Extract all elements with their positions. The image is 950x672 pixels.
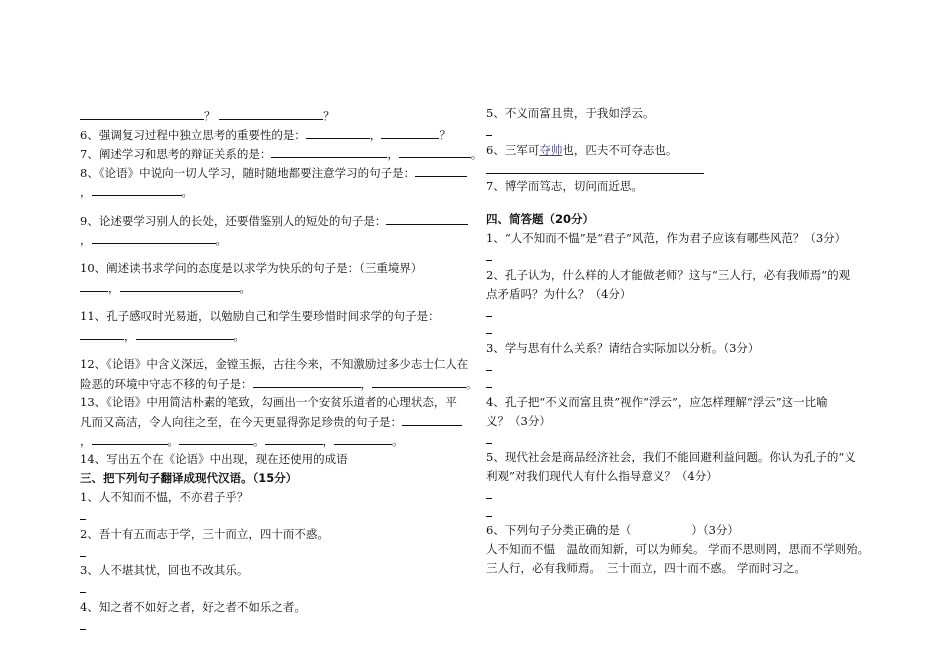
answer-line[interactable] [486, 431, 884, 449]
answer-line[interactable] [80, 544, 472, 562]
translate-1: 1、人不知而不愠，不亦君子乎？ [80, 490, 249, 504]
question-10-cont: ， 。 [80, 278, 472, 297]
short-answer-6: 6、下列句子分类正确的是（ ）（3分） [486, 523, 739, 537]
question-13-line3: ， 。 。 ， 。 [80, 431, 472, 450]
answer-blank[interactable] [80, 326, 124, 340]
answer-blank[interactable] [381, 125, 439, 139]
short-answer-6-opt1: 人不知而不愠 温故而知新，可以为师矣。 学而不思则罔，思而不学则殆。 [486, 542, 870, 556]
answer-blank[interactable] [136, 326, 234, 340]
answer-line[interactable] [486, 123, 884, 141]
answer-line[interactable] [486, 321, 884, 339]
answer-line[interactable] [486, 375, 884, 393]
short-answer-3: 3、学与思有什么关系？请结合实际加以分析。（3分） [486, 340, 760, 355]
answer-blank[interactable] [402, 412, 462, 426]
answer-blank[interactable] [179, 431, 253, 445]
answer-blank[interactable] [372, 374, 466, 388]
short-answer-2-l1: 2、孔子认为，什么样的人才能做老师？这与“三人行，必有我师焉”的观 [486, 267, 851, 282]
question-10: 10、阐述读书求学问的态度是以求学为快乐的句子是：（三重境界） [80, 261, 423, 275]
question-12-line1: 12、《论语》中含义深远，金镗玉振，古往今来，不知激励过多少志士仁人在 [80, 357, 469, 371]
section-4-heading: 四、简答题（20分） [486, 212, 595, 226]
answer-blank[interactable] [271, 144, 387, 158]
question-14: 14、写出五个在《论语》中出现，现在还使用的成语 [80, 452, 348, 466]
answer-blank[interactable] [92, 182, 182, 196]
answer-line[interactable] [486, 358, 884, 376]
short-answer-5-l1: 5、现代社会是商品经济社会，我们不能回避利益问题。你认为孔子的“义 [486, 450, 856, 464]
short-answer-1: 1、“人不知而不愠”是“君子”风范，作为君子应该有哪些风范？（3分） [486, 231, 847, 245]
translate-7: 7、博学而笃志，切问而近思。 [486, 179, 643, 193]
question-11: 11、孔子感叹时光易逝，以勉励自己和学生要珍惜时间求学的句子是： [80, 309, 440, 323]
answer-blank[interactable] [386, 211, 468, 225]
left-column [80, 106, 483, 634]
section-3-heading: 三、把下列句子翻译成现代汉语。（15分） [80, 471, 298, 485]
answer-blank[interactable] [399, 144, 471, 158]
short-answer-6-opt2: 三人行，必有我师焉。 三十而立，四十而不惑。 学而时习之。 [486, 561, 806, 575]
answer-blank[interactable] [92, 230, 216, 244]
answer-blank[interactable] [219, 106, 323, 120]
question-8-cont: ， 。 [80, 182, 472, 201]
answer-blank[interactable] [253, 374, 361, 388]
answer-line[interactable] [486, 248, 884, 266]
answer-line[interactable] [80, 507, 472, 525]
answer-blank[interactable] [334, 431, 392, 445]
question-9: 9、论述要学习别人的长处，还要借鉴别人的短处的句子是： [80, 211, 472, 230]
translate-5: 5、不义而富且贵，于我如浮云。 [486, 106, 655, 120]
answer-line[interactable] [486, 486, 884, 504]
answer-blank[interactable] [120, 278, 240, 292]
short-answer-2-l2: 点矛盾吗？为什么？（4分） [486, 286, 632, 301]
short-answer-5-l2: 利观”对我们现代人有什么指导意义？（4分） [486, 469, 718, 483]
q5-continuation: ？ ？ [80, 106, 472, 125]
question-8: 8、《论语》中说向一切人学习，随时随地都要注意学习的句子是： [80, 163, 472, 182]
question-13-line2: 凡而又高洁，令人向往之至，在今天更显得弥足珍贵的句子是： [80, 412, 472, 431]
question-7: 7、阐述学习和思考的辩证关系的是： ， 。 [80, 144, 472, 163]
answer-blank[interactable] [265, 431, 323, 445]
translate-3: 3、人不堪其忧，回也不改其乐。 [80, 563, 249, 577]
answer-blank[interactable] [92, 431, 168, 445]
answer-blank[interactable] [415, 163, 467, 177]
answer-blank[interactable] [80, 106, 204, 120]
right-column [486, 104, 884, 578]
question-13-line1: 13、《论语》中用简洁朴素的笔致，勾画出一个安贫乐道者的心理状态，平 [80, 395, 457, 409]
translate-4: 4、知之者不如好之者，好之者不如乐之者。 [80, 599, 306, 614]
question-11-cont: ， 。 [80, 326, 472, 345]
question-12-line2: 险恶的环境中守志不移的句子是： ， 。 [80, 374, 472, 393]
short-answer-4-l1: 4、孔子把“不义而富且贵”视作“浮云”，应怎样理解“浮云”这一比喻 [486, 394, 828, 409]
answer-line[interactable] [486, 304, 884, 322]
answer-line[interactable] [486, 160, 884, 178]
question-6: 6、强调复习过程中独立思考的重要性的是： ， ？ [80, 125, 472, 144]
translate-2: 2、吾十有五而志于学，三十而立，四十而不惑。 [80, 526, 329, 541]
answer-line[interactable] [80, 617, 472, 635]
answer-line[interactable] [486, 504, 884, 522]
question-9-cont: ， 。 [80, 230, 472, 249]
answer-line[interactable] [80, 580, 472, 598]
short-answer-4-l2: 义？（3分） [486, 413, 551, 428]
answer-blank[interactable] [80, 278, 108, 292]
answer-blank[interactable] [306, 125, 370, 139]
translate-6: 6、三军可夺帅也，匹夫不可夺志也。 [486, 142, 678, 157]
hyperlink-duoshuai[interactable]: 夺帅 [539, 142, 563, 157]
